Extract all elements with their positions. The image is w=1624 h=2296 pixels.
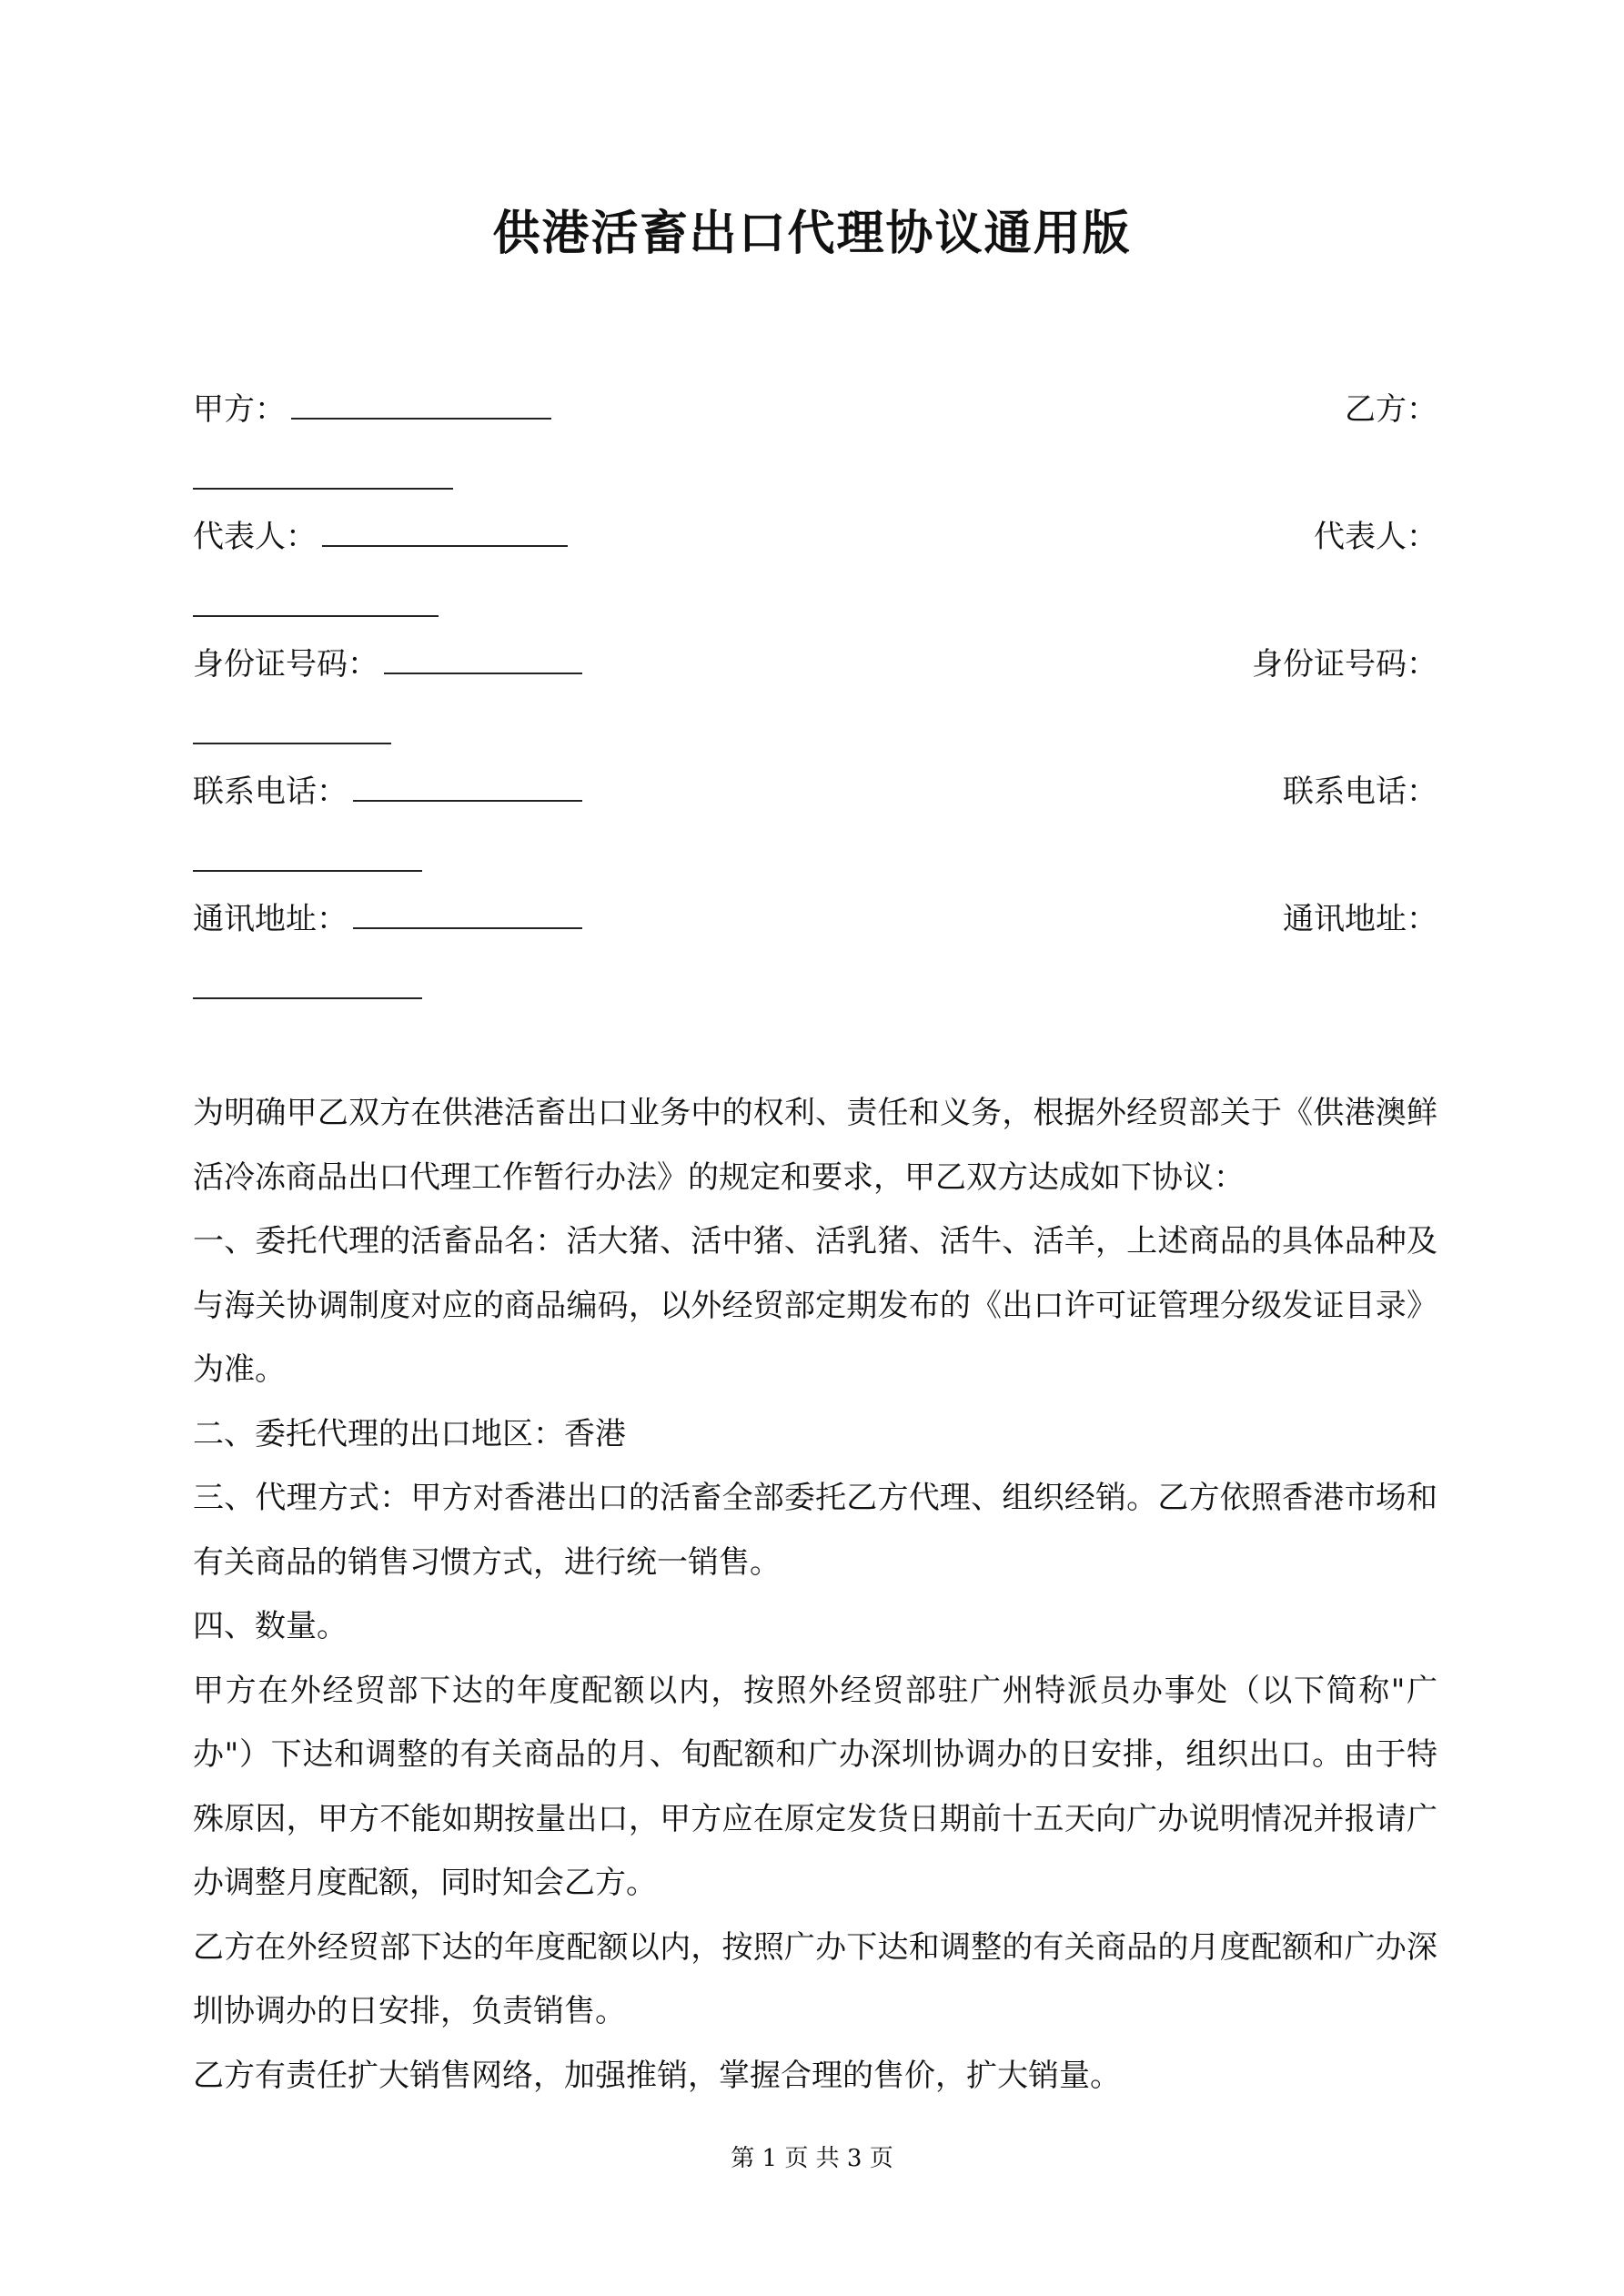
party-row-id-number <box>193 637 1437 692</box>
party-a-phone-label: 联系电话： <box>193 774 348 810</box>
party-b-label: 乙方： <box>1345 391 1437 428</box>
clause-1-product-names: 一、委托代理的活畜品名：活大猪、活中猪、活乳猪、活牛、活羊，上述商品的具体品种及与海关协调制度对应的商品编码，以外经贸部定期发布的《出口许可证管理分级发证目录》为准。 <box>193 1223 1437 1388</box>
party-a-address-blank[interactable] <box>353 893 582 929</box>
party-row-address <box>193 892 1437 946</box>
preamble-paragraph: 为明确甲乙双方在供港活畜出口业务中的权利、责任和义务，根据外经贸部关于《供港澳鲜活冷冻商品出口代理工作暂行办法》的规定和要求，甲乙双方达成如下协议： <box>193 1095 1437 1196</box>
party-b-representative-label: 代表人： <box>1314 519 1437 555</box>
clause-2-export-region: 二、委托代理的出口地区：香港 <box>193 1415 626 1452</box>
clause-4-party-b-sales: 乙方有责任扩大销售网络，加强推销，掌握合理的售价，扩大销量。 <box>193 2057 1121 2094</box>
party-a-phone-blank[interactable] <box>353 765 582 802</box>
party-b-id-blank[interactable] <box>193 741 391 744</box>
clause-4-quantity-heading: 四、数量。 <box>193 1608 348 1644</box>
clause-4-party-a-quantity: 甲方在外经贸部下达的年度配额以内，按照外经贸部驻广州特派员办事处（以下简称"广办"）下达和调整的有关商品的月、旬配额和广办深圳协调办的日安排，组织出口。由于特殊原因，甲方不能如期按量出口，甲方应在原定发货日期前十五天向广办说明情况并报请广办调整月度配额，同时知会乙方。 <box>193 1672 1437 1901</box>
party-a-id-blank[interactable] <box>384 638 582 674</box>
clause-4-party-b-quantity: 乙方在外经贸部下达的年度配额以内，按照广办下达和调整的有关商品的月度配额和广办深圳协调办的日安排，负责销售。 <box>193 1928 1437 2029</box>
party-a-address-field <box>193 892 582 946</box>
agreement-body <box>193 1081 1437 2108</box>
party-b-address-label: 通讯地址： <box>1283 901 1437 937</box>
party-a-id-label: 身份证号码： <box>193 646 378 683</box>
party-b-phone-label: 联系电话： <box>1283 774 1437 810</box>
party-row-representative <box>193 510 1437 564</box>
party-a-representative-field <box>193 510 568 564</box>
party-a-address-label: 通讯地址： <box>193 901 348 937</box>
party-a-label: 甲方： <box>193 391 286 428</box>
party-a-representative-label: 代表人： <box>193 519 317 555</box>
party-b-id-label: 身份证号码： <box>1252 646 1437 683</box>
party-a-phone-field <box>193 764 582 819</box>
party-b-address-blank[interactable] <box>193 996 422 999</box>
page-number-footer: 第 1 页 共 3 页 <box>731 2145 893 2172</box>
party-b-representative-blank[interactable] <box>193 613 439 617</box>
party-a-representative-blank[interactable] <box>322 511 568 547</box>
party-b-blank[interactable] <box>193 486 453 490</box>
party-row-phone <box>193 764 1437 819</box>
document-title: 供港活畜出口代理协议通用版 <box>492 206 1132 261</box>
party-a-blank[interactable] <box>291 383 551 420</box>
clause-3-agency-method: 三、代理方式：甲方对香港出口的活畜全部委托乙方代理、组织经销。乙方依照香港市场和有关商品的销售习惯方式，进行统一销售。 <box>193 1480 1437 1581</box>
party-b-phone-blank[interactable] <box>193 868 422 872</box>
party-a-field <box>193 382 551 437</box>
party-a-id-field <box>193 637 582 692</box>
party-row-party <box>193 382 1437 437</box>
